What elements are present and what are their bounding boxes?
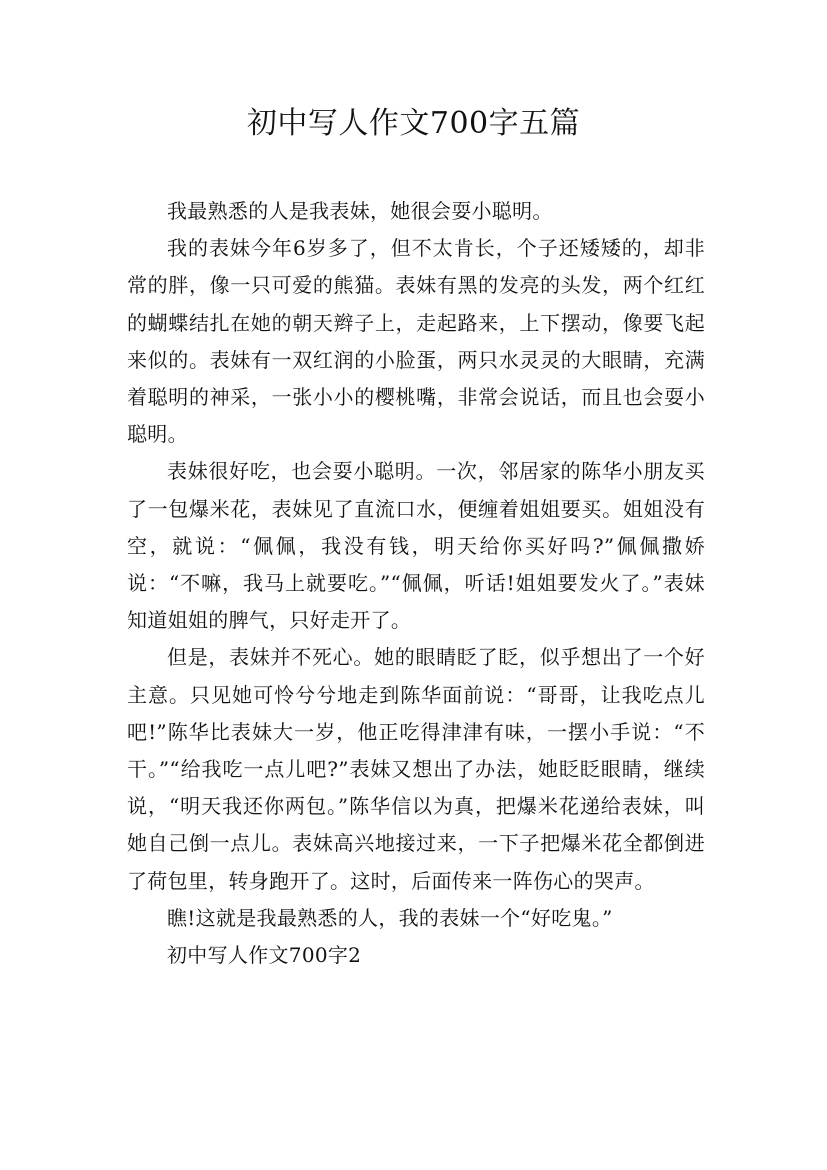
paragraph-4: 但是，表妹并不死心。她的眼睛眨了眨，似乎想出了一个好主意。只见她可怜兮兮地走到陈华面前说：“哥哥，让我吃点儿吧!”陈华比表妹大一岁，他正吃得津津有味，一摆小手说：“不干。”“给我吃一点儿吧?”表妹又想出了办法，她眨眨眼睛，继续说，“明天我还你两包。”陈华信以为真，把爆米花递给表妹，叫她自己倒一点儿。表妹高兴地接过来，一下子把爆米花全都倒进了荷包里，转身跑开了。这时，后面传来一阵伤心的哭声。	[127, 645, 705, 893]
paragraph-5: 瞧!这就是我最熟悉的人，我的表妹一个“好吃鬼。”	[167, 905, 613, 930]
paragraph-3: 表妹很好吃，也会耍小聪明。一次，邻居家的陈华小朋友买了一包爆米花，表妹见了直流口水，便缠着姐姐要买。姐姐没有空，就说：“佩佩，我没有钱，明天给你买好吗?”佩佩撒娇说：“不嘛，我马上就要吃。”“佩佩，听话!姐姐要发火了。”表妹知道姐姐的脾气，只好走开了。	[127, 459, 705, 633]
document-title: 初中写人作文700字五篇	[246, 106, 581, 141]
section-heading: 初中写人作文700字2	[167, 943, 362, 968]
paragraph-2: 我的表妹今年6岁多了，但不太肯长，个子还矮矮的，却非常的胖，像一只可爱的熊猫。表妹有黑的发亮的头发，两个红红的蝴蝶结扎在她的朝天辫子上，走起路来，上下摆动，像要飞起来似的。表妹有一双红润的小脸蛋，两只水灵灵的大眼睛，充满着聪明的神采，一张小小的樱桃嘴，非常会说话，而且也会耍小聪明。	[127, 236, 705, 447]
document-body	[127, 193, 705, 974]
paragraph-1: 我最熟悉的人是我表妹，她很会耍小聪明。	[167, 199, 553, 223]
